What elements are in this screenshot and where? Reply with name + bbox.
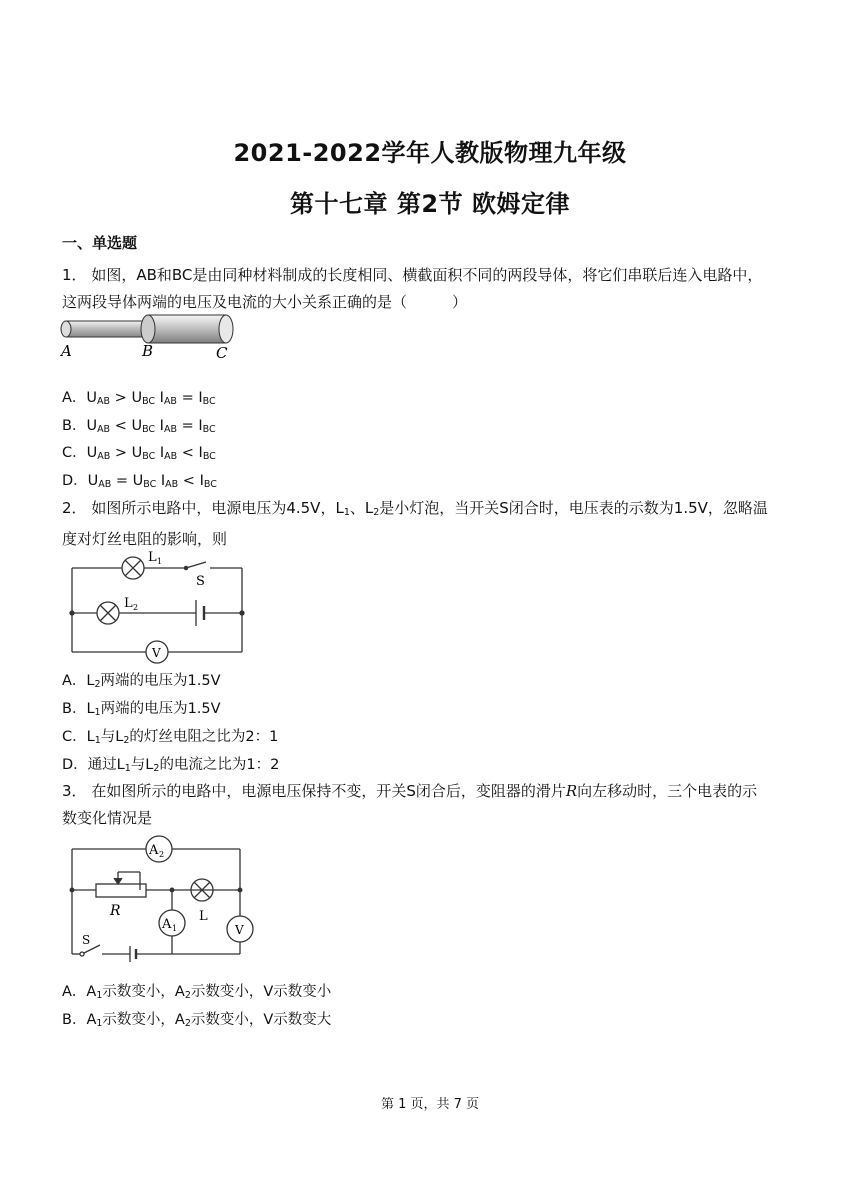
label-b: B <box>142 342 154 360</box>
svg-text:A: A <box>149 843 159 858</box>
document-title: 2021-2022学年人教版物理九年级 <box>233 139 627 167</box>
question-2: 2． 如图所示电路中，电源电压为4.5V，$L_1$、$L_2$是小灯泡，当开关S闭合时，电压表的示数为1.5V，忽略温 度对灯丝电阻的影响，则 <box>62 499 768 548</box>
svg-text:V: V <box>152 646 161 660</box>
question-3: 3． 在如图所示的电路中，电源电压保持不变，开关S闭合后，变阻器的滑片R向左移动时，三个电表的示 数变化情况是 <box>62 782 758 827</box>
svg-text:2: 2 <box>159 850 165 859</box>
svg-text:S: S <box>82 933 91 947</box>
question-number: 1． <box>62 266 87 284</box>
svg-text:A: A <box>162 917 172 932</box>
chapter-title: 第十七章 第2节 欧姆定律 <box>290 190 570 218</box>
svg-text:1: 1 <box>172 924 178 933</box>
svg-text:R: R <box>110 903 121 919</box>
label-a: A <box>61 342 72 360</box>
svg-text:V: V <box>235 923 244 937</box>
q1-option-c: C．$U_{AB} > U_{BC}$ $I_{AB} < I_{BC}$ <box>62 445 216 462</box>
q1-option-d: D．$U_{AB} = U_{BC}$ $I_{AB} < I_{BC}$ <box>62 473 217 490</box>
svg-text:L: L <box>199 909 208 924</box>
q1-option-b: B．$U_{AB} < U_{BC}$ $I_{AB} = I_{BC}$ <box>62 418 216 435</box>
conductor-figure <box>56 312 246 364</box>
q3-option-b: B．$A_1$示数变小，$A_2$示数变小，V示数变大 <box>62 1012 332 1029</box>
svg-text:L: L <box>124 596 133 611</box>
svg-text:2: 2 <box>133 603 139 612</box>
q2-option-b: B．$L_1$两端的电压为1.5V <box>62 701 221 718</box>
circuit-figure-3 <box>62 832 262 970</box>
q2-option-c: C．$L_1$与$L_2$的灯丝电阻之比为2：1 <box>62 729 279 746</box>
svg-text:L: L <box>148 550 157 565</box>
svg-text:S: S <box>196 574 205 589</box>
q2-option-a: A．$L_2$两端的电压为1.5V <box>62 673 221 690</box>
q1-option-a: A．$U_{AB} > U_{BC}$ $I_{AB} = I_{BC}$ <box>62 390 216 407</box>
label-c: C <box>216 344 228 362</box>
svg-text:1: 1 <box>157 557 163 566</box>
question-1: 1． 如图，AB和BC是由同种材料制成的长度相同、横截面积不同的两段导体，将它们串联后连入电路中， 这两段导体两端的电压及电流的大小关系正确的是（ ） <box>62 266 763 311</box>
q3-option-a: A．$A_1$示数变小，$A_2$示数变小，V示数变小 <box>62 984 332 1001</box>
page-footer: 第 1 页，共 7 页 <box>380 1097 480 1112</box>
q2-option-d: D．通过$L_1$与$L_2$的电流之比为1：2 <box>62 757 280 774</box>
section-heading: 一、单选题 <box>62 234 138 252</box>
circuit-figure-2 <box>62 548 252 666</box>
